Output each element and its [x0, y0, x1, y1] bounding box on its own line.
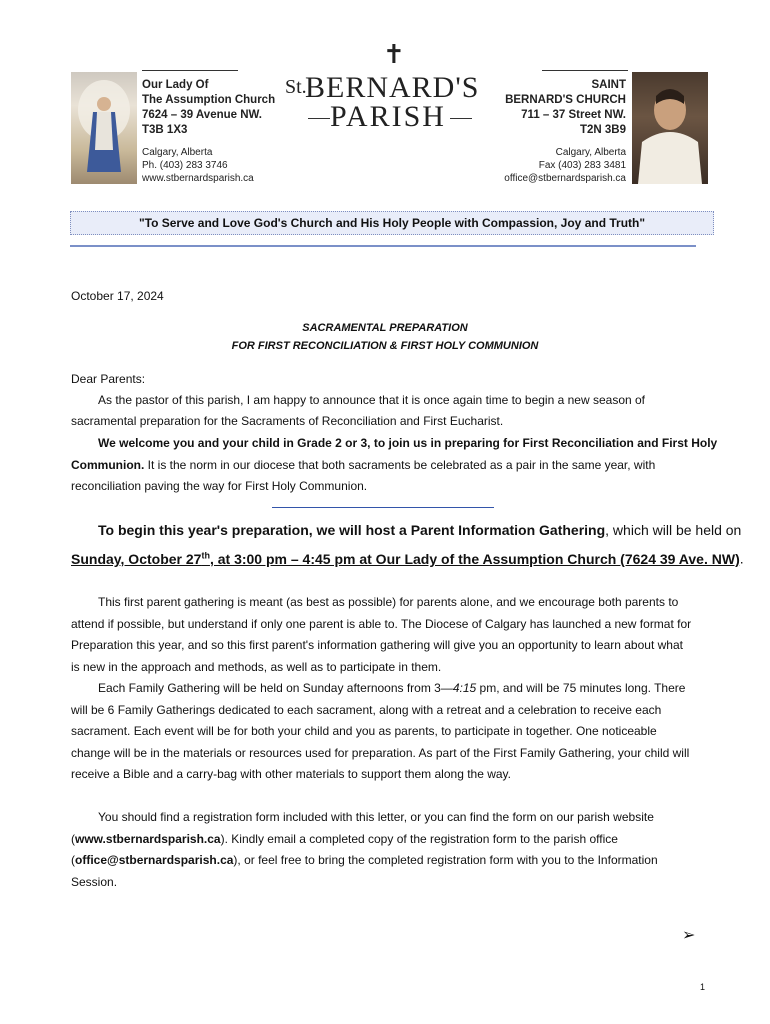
section-divider: [272, 507, 494, 508]
website-link[interactable]: www.stbernardsparish.ca: [75, 832, 221, 846]
logo-rule-right: [450, 118, 472, 119]
cross-icon: ✝: [383, 40, 405, 70]
para5-line1: You should find a registration form included with this letter, or you can find the form on our parish website: [98, 810, 654, 824]
arrow-bullet-icon: ➢: [682, 925, 696, 944]
para5-line4: Session.: [71, 875, 118, 889]
para1-line1: As the pastor of this parish, I am happy to announce that it is once again time to begin a new season of: [98, 393, 646, 407]
para5-line3: (office@stbernardsparish.ca), or feel free to bring the completed registration form with you to the Information: [71, 853, 658, 867]
logo-st: St.: [285, 76, 307, 98]
para4-line1: Each Family Gathering will be held on Sunday afternoons from 3—4:15 pm, and will be 75 minutes long. There: [98, 681, 686, 695]
title-line1: SACRAMENTAL PREPARATION: [302, 322, 468, 334]
para4-line3: sacrament. Each event will be for both your child and you as parents, to participate in together. One noticeable: [71, 724, 657, 738]
email-link[interactable]: office@stbernardsparish.ca: [75, 853, 234, 867]
saint-bernard-portrait: [632, 72, 708, 184]
para2-line1: We welcome you and your child in Grade 2 or 3, to join us in preparing for First Reconciliation and First Holy: [98, 436, 718, 450]
para4-line5: receive a Bible and a carry-bag with other materials to support them along the way.: [71, 767, 512, 781]
para3-line1: This first parent gathering is meant (as best as possible) for parents alone, and we encourage both parents to: [98, 595, 679, 609]
left-address: Our Lady Of The Assumption Church 7624 – 39 Avenue NW. T3B 1X3: [142, 79, 276, 136]
gathering-line2: Sunday, October 27th, at 3:00 pm – 4:45 pm at Our Lady of the Assumption Church (7624 39 Ave. NW).: [71, 550, 744, 567]
logo-rule-left: [308, 118, 330, 119]
right-rule-top: [542, 70, 628, 71]
para3-line3: Preparation this year, and so this first parent's information gathering will give you an opportunity to learn about what: [71, 638, 683, 652]
left-contact: Calgary, Alberta Ph. (403) 283 3746 www.stbernardsparish.ca: [142, 147, 254, 184]
right-contact: Calgary, Alberta Fax (403) 283 3481 office@stbernardsparish.ca: [504, 147, 626, 184]
left-rule-top: [142, 70, 238, 71]
letter-date: October 17, 2024: [71, 289, 164, 303]
para2-line3: reconciliation paving the way for First Holy Communion.: [71, 479, 368, 493]
para3-line4: is new in the approach and methods, as well as to participate in them.: [71, 660, 442, 674]
title-line2: FOR FIRST RECONCILIATION & FIRST HOLY COMMUNION: [231, 340, 539, 352]
para2-line2: Communion. It is the norm in our diocese that both sacraments be celebrated as a pair in the same year, with: [71, 458, 656, 472]
para4-line4: change will be in the materials or resources used for preparation. As part of the First Family Gathering, your child will: [71, 746, 690, 760]
salutation: Dear Parents:: [71, 372, 146, 386]
gathering-line1: To begin this year's preparation, we will host a Parent Information Gathering, which will be held on: [98, 522, 742, 538]
para5-line2: (www.stbernardsparish.ca). Kindly email a completed copy of the registration form to the parish office: [71, 832, 618, 846]
page-number: 1: [700, 982, 706, 992]
motto-banner: "To Serve and Love God's Church and His Holy People with Compassion, Joy and Truth": [70, 211, 714, 235]
para1-line2: sacramental preparation for the Sacraments of Reconciliation and First Eucharist.: [71, 414, 504, 428]
motto-divider: [70, 245, 696, 247]
right-address: SAINT BERNARD'S CHURCH 711 – 37 Street NW. T2N 3B9: [505, 79, 626, 136]
logo-parish: PARISH: [330, 100, 446, 133]
para4-line2: will be 6 Family Gatherings dedicated to each sacrament, along with a retreat and a celebration to receive each: [71, 703, 662, 717]
logo-bernards: BERNARD'S: [305, 71, 480, 104]
para3-line2: attend if possible, but understand if only one parent is able to. The Diocese of Calgary has launched a new format for: [71, 617, 692, 631]
assumption-painting: [71, 72, 137, 184]
